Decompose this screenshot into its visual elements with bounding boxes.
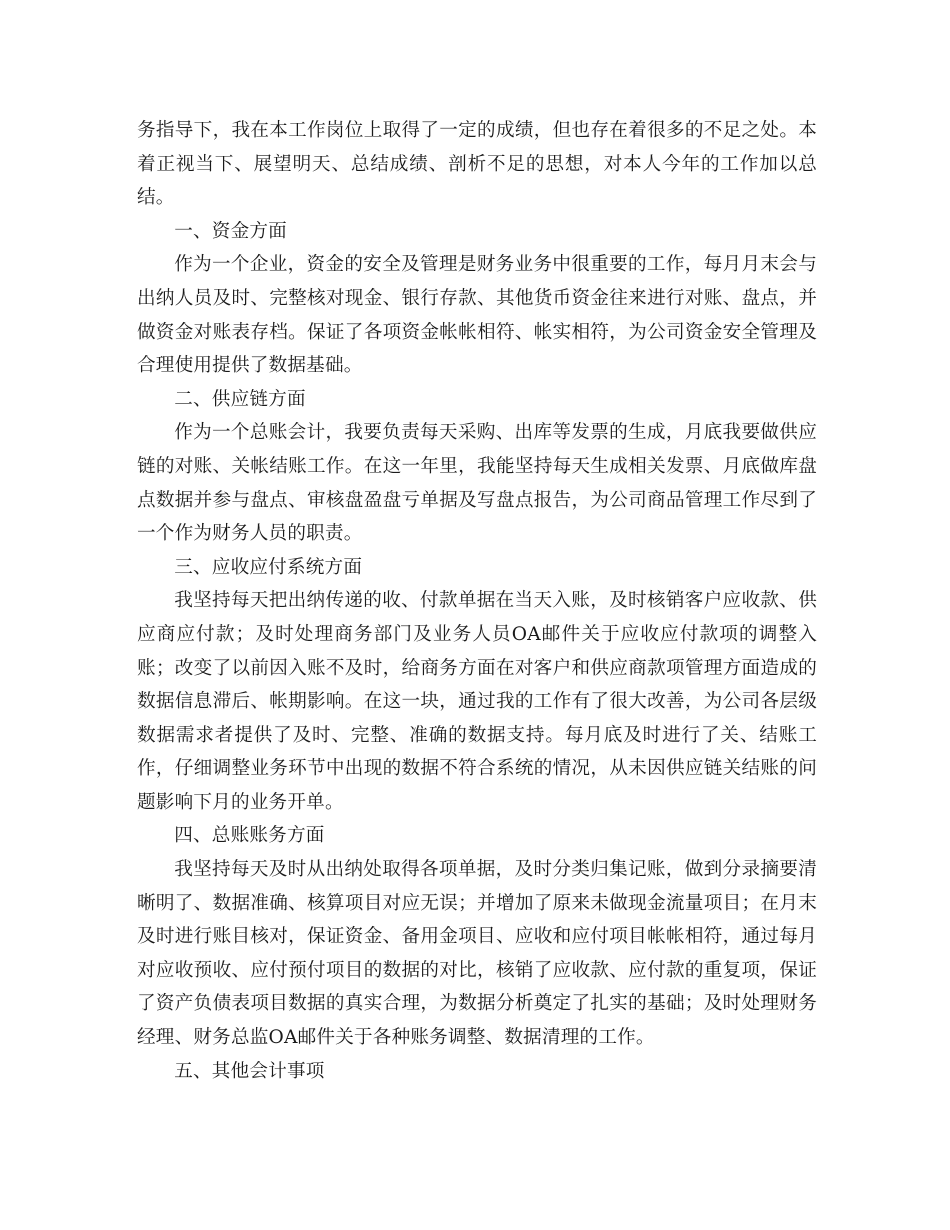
section-heading-receivables-payables: 三、应收应付系统方面 bbox=[174, 556, 363, 578]
section-paragraph-receivables-payables: 我坚持每天把出纳传递的收、付款单据在当天入账，及时核销客户应收款、供应商应付款；及时处理商务部门及业务人员OA邮件关于应收应付款项的调整入账；改变了以前因入账不及时，给商务方面在对客户和供应商款项管理方面造成的数据信息滞后、帐期影响。在这一块，通过我的工作有了很大改善，为公司各层级数据需求者提供了及时、完整、准确的数据支持。每月底及时进行了关、结账工作，仔细调整业务环节中出现的数据不符合系统的情况，从未因供应链关结账的问题影响下月的业务开单。 bbox=[137, 590, 817, 813]
section-heading-other-accounting: 五、其他会计事项 bbox=[174, 1060, 325, 1082]
document-body bbox=[137, 114, 817, 1088]
section-heading-supply-chain: 二、供应链方面 bbox=[174, 388, 306, 410]
section-paragraph-funds: 作为一个企业，资金的安全及管理是财务业务中很重要的工作，每月月末会与出纳人员及时、完整核对现金、银行存款、其他货币资金往来进行对账、盘点，并做资金对账表存档。保证了各项资金帐帐相符、帐实相符，为公司资金安全管理及合理使用提供了数据基础。 bbox=[137, 254, 817, 377]
intro-paragraph: 务指导下，我在本工作岗位上取得了一定的成绩，但也存在着很多的不足之处。本着正视当下、展望明天、总结成绩、剖析不足的思想，对本人今年的工作加以总结。 bbox=[137, 120, 817, 209]
section-heading-funds: 一、资金方面 bbox=[174, 220, 287, 242]
section-paragraph-supply-chain: 作为一个总账会计，我要负责每天采购、出库等发票的生成，月底我要做供应链的对账、关帐结账工作。在这一年里，我能坚持每天生成相关发票、月底做库盘点数据并参与盘点、审核盘盈盘亏单据及写盘点报告，为公司商品管理工作尽到了一个作为财务人员的职责。 bbox=[137, 422, 817, 545]
section-heading-general-ledger: 四、总账账务方面 bbox=[174, 825, 325, 847]
section-paragraph-general-ledger: 我坚持每天及时从出纳处取得各项单据，及时分类归集记账，做到分录摘要清晰明了、数据准确、核算项目对应无误；并增加了原来未做现金流量项目；在月末及时进行账目核对，保证资金、备用金项目、应收和应付项目帐帐相符，通过每月对应收预收、应付预付项目的数据的对比，核销了应收款、应付款的重复项，保证了资产负债表项目数据的真实合理，为数据分析奠定了扎实的基础；及时处理财务经理、财务总监OA邮件关于各种账务调整、数据清理的工作。 bbox=[137, 859, 817, 1049]
